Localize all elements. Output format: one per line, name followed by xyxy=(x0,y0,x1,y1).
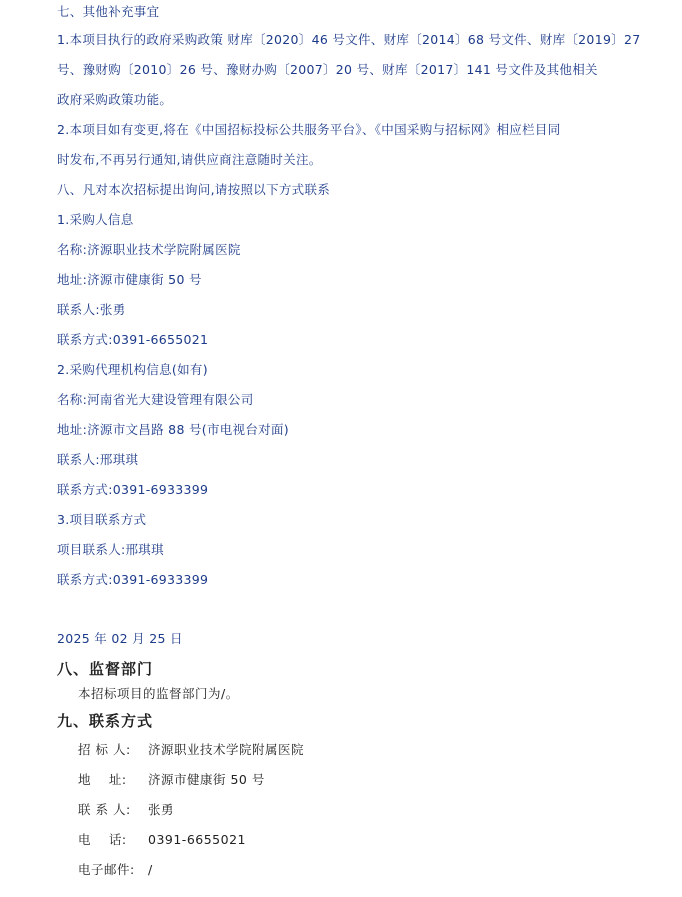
contact-label: 地 址: xyxy=(78,772,127,787)
purchaser-contact: 联系人:张勇 xyxy=(57,302,126,317)
contact-row-phone xyxy=(78,832,246,848)
section7-item1-line3: 政府采购政策功能。 xyxy=(57,92,173,107)
supervision-text: 本招标项目的监督部门为/。 xyxy=(78,686,239,701)
contact-row-address xyxy=(78,772,265,788)
contact-value: 济源职业技术学院附属医院 xyxy=(148,742,305,757)
purchaser-phone: 联系方式:0391-6655021 xyxy=(57,332,209,347)
purchaser-title: 1.采购人信息 xyxy=(57,212,134,227)
section7-item1-line2: 号、豫财购〔2010〕26 号、豫财办购〔2007〕20 号、财库〔2017〕141 号文件及其他相关 xyxy=(57,62,598,77)
contact-section-heading: 九、联系方式 xyxy=(57,712,154,730)
document-date: 2025 年 02 月 25 日 xyxy=(57,631,183,646)
section7-item1-line1: 1.本项目执行的政府采购政策 财库〔2020〕46 号文件、财库〔2014〕68 号文件、财库〔2019〕27 xyxy=(57,32,641,47)
section7-item2-line2: 时发布,不再另行通知,请供应商注意随时关注。 xyxy=(57,152,322,167)
section7-heading: 七、其他补充事宜 xyxy=(57,4,160,19)
contact-row-email xyxy=(78,862,153,878)
contact-label: 电子邮件: xyxy=(78,862,135,877)
agency-title: 2.采购代理机构信息(如有) xyxy=(57,362,208,377)
contact-value: 0391-6655021 xyxy=(148,832,246,847)
agency-address: 地址:济源市文昌路 88 号(市电视台对面) xyxy=(57,422,289,437)
contact-value: 张勇 xyxy=(148,802,175,817)
contact-label: 联 系 人: xyxy=(78,802,131,817)
agency-contact: 联系人:邢琪琪 xyxy=(57,452,139,467)
section7-item2-line1: 2.本项目如有变更,将在《中国招标投标公共服务平台》、《中国采购与招标网》相应栏目同 xyxy=(57,122,561,137)
contact-value: / xyxy=(148,862,153,877)
contact-row-person xyxy=(78,802,174,818)
project-title: 3.项目联系方式 xyxy=(57,512,147,527)
agency-name: 名称:河南省光大建设管理有限公司 xyxy=(57,392,254,407)
supervision-heading: 八、监督部门 xyxy=(57,660,154,678)
contact-row-tenderer xyxy=(78,742,304,758)
contact-value: 济源市健康街 50 号 xyxy=(148,772,265,787)
project-phone: 联系方式:0391-6933399 xyxy=(57,572,209,587)
purchaser-address: 地址:济源市健康街 50 号 xyxy=(57,272,202,287)
purchaser-name: 名称:济源职业技术学院附属医院 xyxy=(57,242,241,257)
section8-contact-heading: 八、凡对本次招标提出询问,请按照以下方式联系 xyxy=(57,182,331,197)
contact-label: 招 标 人: xyxy=(78,742,131,757)
agency-phone: 联系方式:0391-6933399 xyxy=(57,482,209,497)
project-contact: 项目联系人:邢琪琪 xyxy=(57,542,164,557)
contact-label: 电 话: xyxy=(78,832,127,847)
